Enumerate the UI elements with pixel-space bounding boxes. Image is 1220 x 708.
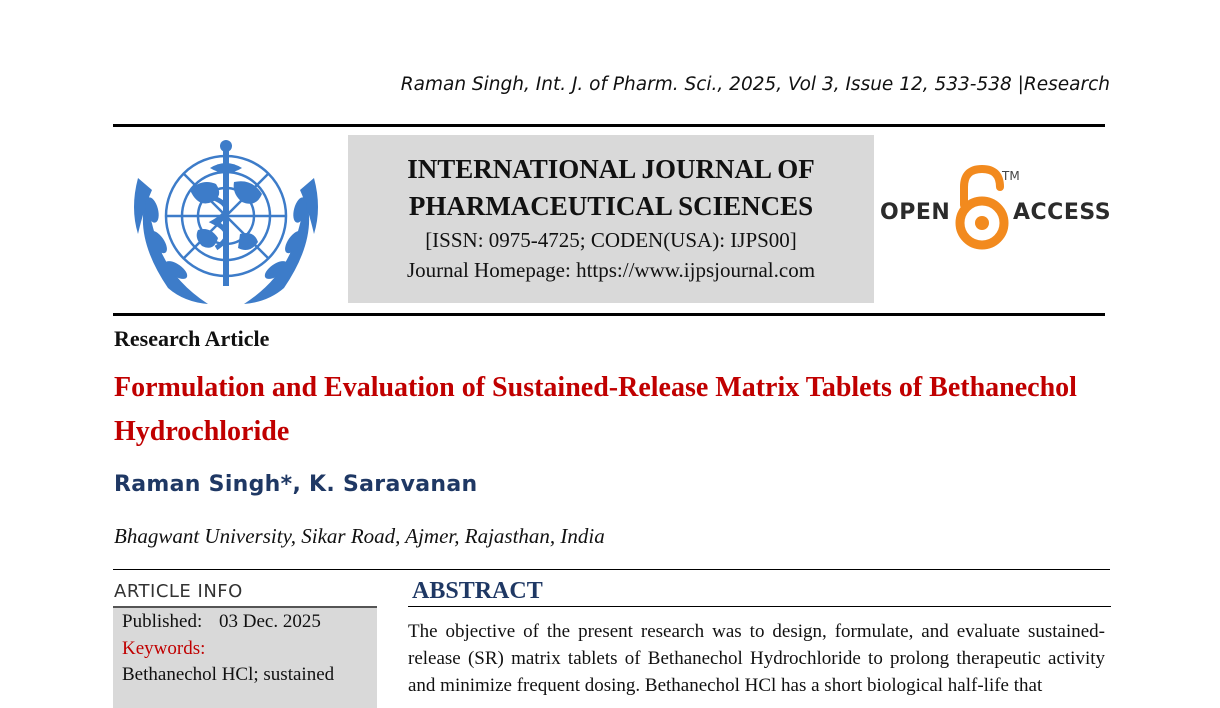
journal-title-line-2: PHARMACEUTICAL SCIENCES xyxy=(408,191,814,221)
trademark-symbol: TM xyxy=(1002,169,1020,183)
section-divider xyxy=(113,569,1110,570)
open-access-badge xyxy=(880,163,1110,253)
keywords-label: Keywords: xyxy=(122,638,206,659)
abstract-heading: ABSTRACT xyxy=(412,578,543,604)
article-info-heading: ARTICLE INFO xyxy=(114,581,243,602)
journal-title xyxy=(348,151,874,225)
keywords-text: Bethanechol HCl; sustained xyxy=(122,664,335,685)
un-emblem-logo xyxy=(128,138,324,308)
published-line xyxy=(122,611,321,633)
abstract-rule xyxy=(408,606,1111,607)
journal-issn: [ISSN: 0975-4725; CODEN(USA): IJPS00] xyxy=(425,228,797,252)
journal-masthead xyxy=(348,135,874,303)
header-rule-bottom xyxy=(113,313,1105,316)
article-title: Formulation and Evaluation of Sustained-Release Matrix Tablets of Bethanechol Hydrochloride xyxy=(114,372,1077,447)
author-affiliation: Bhagwant University, Sikar Road, Ajmer, Rajasthan, India xyxy=(114,524,605,548)
header-rule-top xyxy=(113,124,1105,127)
published-label: Published: xyxy=(122,611,203,632)
journal-homepage: Journal Homepage: https://www.ijpsjournal.com xyxy=(406,258,816,282)
article-type-label: Research Article xyxy=(114,326,270,351)
abstract-text: The objective of the present research was to design, formulate, and evaluate sustained-release (SR) matrix tablets of Bethanechol Hydrochloride to prolong therapeutic activity and minimize frequent dosing. Bethanechol HCl has a short biological half-life that xyxy=(408,621,1105,696)
author-list: Raman Singh*, K. Saravanan xyxy=(114,472,478,497)
published-date: 03 Dec. 2025 xyxy=(218,611,321,632)
open-access-word-open: OPEN xyxy=(880,200,951,225)
running-header-citation: Raman Singh, Int. J. of Pharm. Sci., 2025, Vol 3, Issue 12, 533-538 |Research xyxy=(400,74,1110,95)
article-info-panel xyxy=(113,608,377,708)
open-access-word-access: ACCESS xyxy=(1013,200,1112,225)
journal-title-line-1: INTERNATIONAL JOURNAL OF xyxy=(407,154,815,184)
